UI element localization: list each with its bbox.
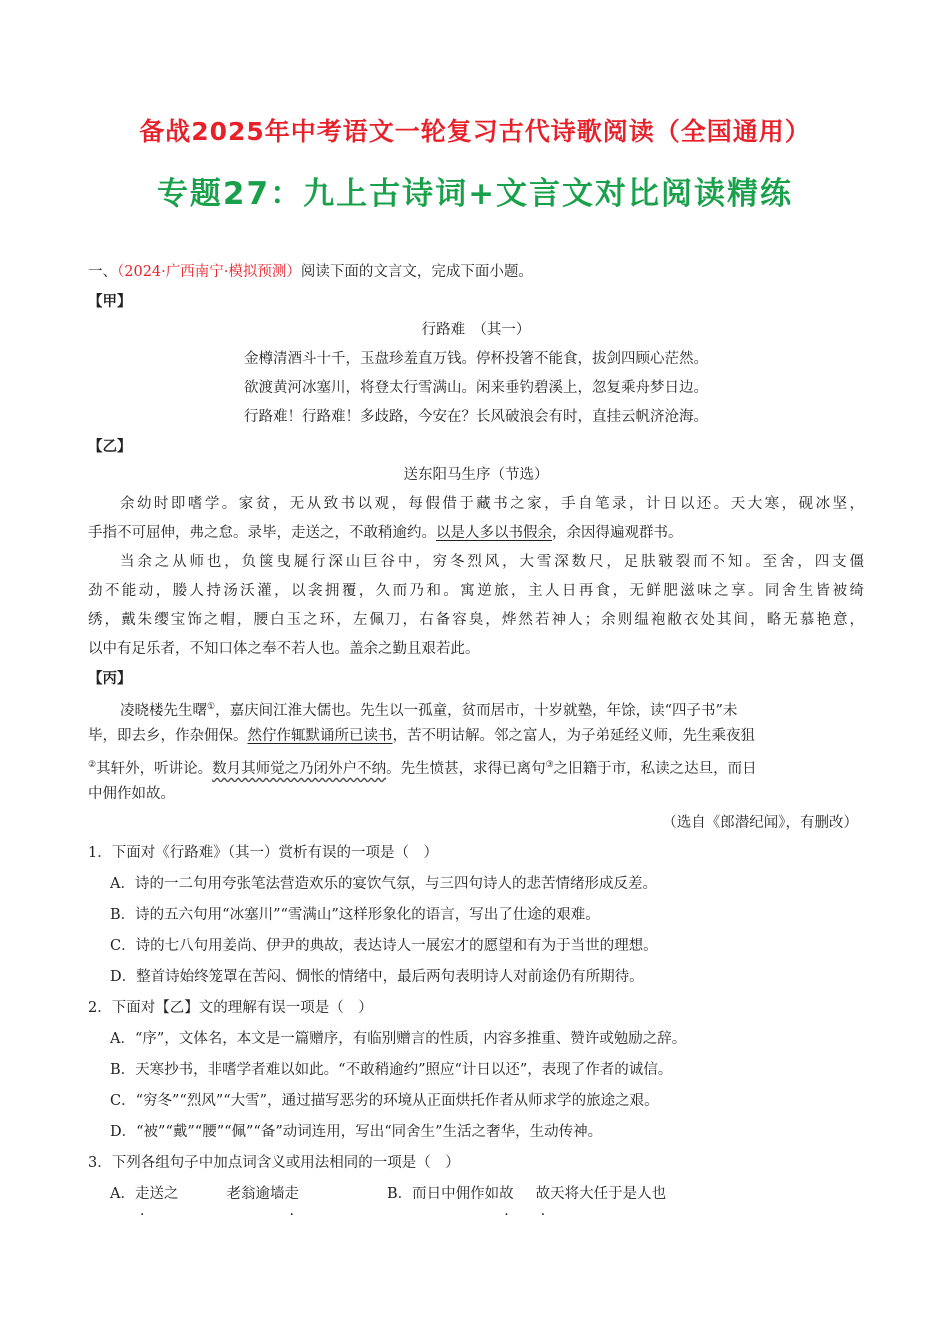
wavy-underlined-sentence: 数月其师觉之乃闭外户不纳 (212, 760, 387, 777)
q1-option-d: D．整首诗始终笼罩在苦闷、惆怅的情绪中，最后两句表明诗人对前途仍有所期待。 (110, 969, 644, 985)
footnote-mark: ③ (545, 760, 554, 770)
q3-option-b-label: B． (386, 1186, 413, 1202)
dotted-char: 走 (284, 1186, 299, 1202)
q1-option-b: B．诗的五六句用“冰塞川”“雪满山”这样形象化的语言，写出了仕途的艰难。 (110, 907, 600, 923)
source-note: （选自《郎潜纪闻》，有删改） (662, 815, 858, 831)
prose-p2-line-1: 当余之从师也，负箧曳屣行深山巨谷中，穷冬烈风，大雪深数尺，足肤皲裂而不知。至舍，四支僵 (120, 554, 864, 570)
bing-line-1 (88, 693, 864, 722)
prose-p1-line-2 (88, 519, 864, 548)
prose-p1-line-1: 余幼时即嗜学。家贫，无从致书以观，每假借于藏书之家，手自笔录，计日以还。天大寒，砚冰坚， (120, 496, 864, 512)
bing-text: 之旧籍于市，私读之达旦，而日 (553, 760, 757, 777)
dotted-char: 故 (499, 1186, 514, 1202)
q3-options-row (88, 1179, 864, 1210)
q3-option-a-label: A． (110, 1186, 135, 1202)
bing-text: 凌晓楼先生曙 (120, 702, 207, 719)
section-number: 一、 (88, 264, 117, 280)
poem-line-1: 金樽清酒斗十千，玉盘珍羞直万钱。停杯投箸不能食，拔剑四顾心茫然。 (244, 351, 708, 367)
section-intro (88, 258, 864, 287)
label-bing: 【丙】 (88, 670, 132, 687)
dotted-char: 走 (134, 1186, 150, 1202)
q2-option-a: A．“序”，文体名，本文是一篇赠序，有临别赠言的性质，内容多推重、赞许或勉励之辞。 (110, 1031, 687, 1047)
bing-text: 。先生愤甚，求得已离句 (386, 760, 546, 777)
dotted-char: 故 (535, 1186, 551, 1202)
instruction: 阅读下面的文言文，完成下面小题。 (300, 264, 533, 280)
q2-option-d: D．“被”“戴”“腰”“佩”“备”动词连用，写出“同舍生”生活之奢华，生动传神。 (110, 1124, 603, 1140)
q3-text: 而日中佣作如 (412, 1186, 500, 1202)
poem-line-2: 欲渡黄河冰塞川，将登太行雪满山。闲来垂钓碧溪上，忽复乘舟梦日边。 (244, 380, 708, 396)
source-tag: （2024·广西南宁·模拟预测） (117, 264, 301, 280)
footnote-mark: ① (207, 702, 216, 712)
bing-text: ，嘉庆间江淮大儒也。先生以一孤童，贫而居市，十岁就塾，年馀，读“四子书”未 (215, 702, 738, 719)
prose-title: 送东阳马生序（节选） (403, 467, 549, 483)
bing-line-4: 中佣作如故。 (88, 786, 175, 802)
bing-text: 毕，即去乡，作杂佣保。 (88, 728, 248, 744)
q1-option-c: C．诗的七八句用姜尚、伊尹的典故，表达诗人一展宏才的愿望和有为于当世的理想。 (110, 938, 658, 954)
label-yi: 【乙】 (88, 438, 132, 455)
bing-line-2 (88, 722, 864, 751)
prose-p2-line-3: 绣，戴朱缨宝饰之帽，腰白玉之环，左佩刀，右备容臭，烨然若神人；余则缊袍敝衣处其间，略无慕艳意， (88, 612, 864, 628)
bing-text: 其轩外，听讲论。 (96, 760, 213, 777)
label-jia: 【甲】 (88, 293, 132, 310)
prose-text: 手指不可屈伸，弗之怠。录毕，走送之，不敢稍逾约。 (88, 525, 436, 541)
poem-title: 行路难 （其一） (421, 322, 531, 338)
prose-text: ，余因得遍观群书。 (552, 525, 683, 541)
prose-p2-line-4: 以中有足乐者，不知口体之奉不若人也。盖余之勤且艰若此。 (88, 641, 480, 657)
document-body (88, 258, 864, 1210)
question-1-stem: 1．下面对《行路难》（其一）赏析有误的一项是（ ） (88, 845, 438, 861)
q2-option-c: C．“穷冬”“烈风”“大雪”，通过描写恶劣的环境从正面烘托作者从师求学的旅途之艰。 (110, 1093, 659, 1109)
document-subtitle: 专题27：九上古诗词+文言文对比阅读精练 (156, 176, 794, 212)
question-3-stem: 3．下列各组句子中加点词含义或用法相同的一项是（ ） (88, 1155, 460, 1171)
q1-option-a: A．诗的一二句用夸张笔法营造欢乐的宴饮气氛，与三四句诗人的悲苦情绪形成反差。 (110, 876, 657, 892)
q2-option-b: B．天寒抄书，非嗜学者难以如此。“不敢稍逾约”照应“计日以还”，表现了作者的诚信。 (110, 1062, 673, 1078)
document-title: 备战2025年中考语文一轮复习古代诗歌阅读（全国通用） (139, 117, 811, 146)
underlined-sentence: 以是人多以书假余 (436, 525, 552, 541)
poem-line-3: 行路难！行路难！多歧路，今安在？长风破浪会有时，直挂云帆济沧海。 (244, 409, 708, 425)
q3-text: 老翁逾墙 (226, 1186, 285, 1202)
underlined-sentence: 然佇作辄默诵所已读书 (247, 728, 393, 744)
question-2-stem: 2．下面对【乙】文的理解有误一项是（ ） (88, 1000, 373, 1016)
q3-text: 天将大任于是人也 (550, 1186, 667, 1202)
bing-text: ，苦不明诂解。邻之富人，为子弟延经义师，先生乘夜狙 (392, 728, 755, 744)
bing-line-3 (88, 751, 864, 780)
prose-p2-line-2: 劲不能动，媵人持汤沃灌，以衾拥覆，久而乃和。寓逆旅，主人日再食，无鲜肥滋味之享。同舍生皆被绮 (88, 583, 864, 599)
footnote-mark: ② (88, 760, 97, 770)
q3-text: 送之 (149, 1186, 179, 1202)
